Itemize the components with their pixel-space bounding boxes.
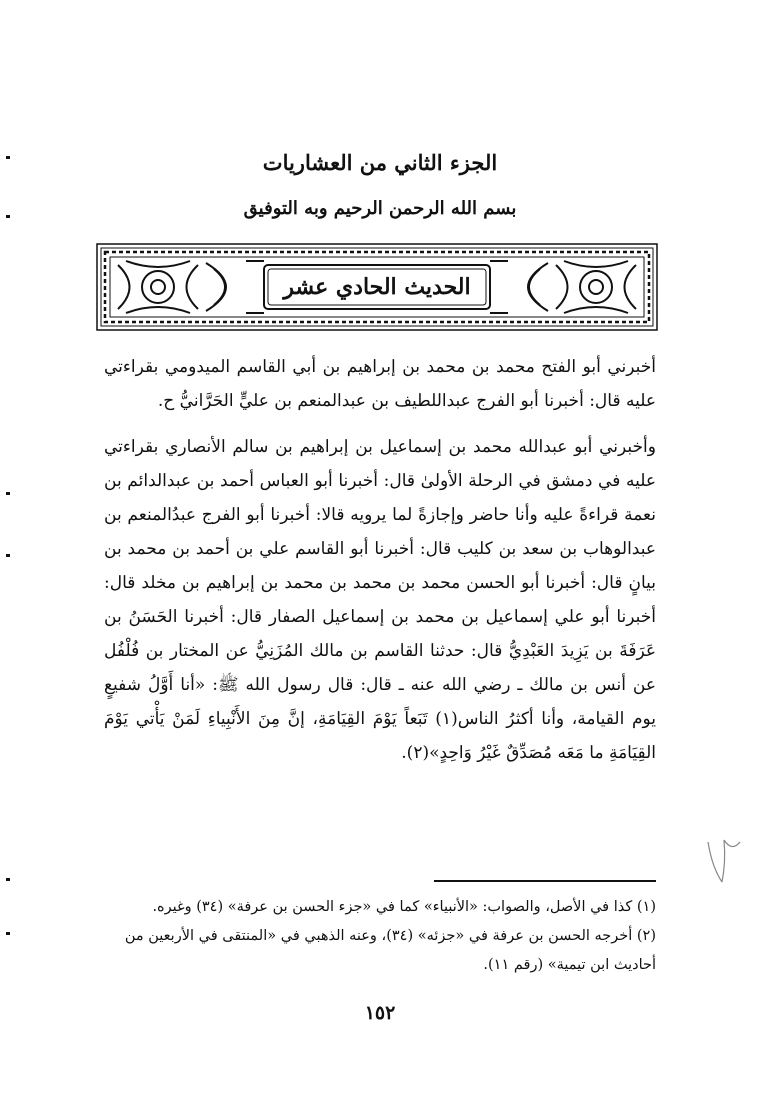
hadith-title-banner xyxy=(96,243,658,331)
scan-speck xyxy=(6,156,10,159)
hadith-title: الحديث الحادي عشر xyxy=(283,274,471,300)
scan-speck xyxy=(6,492,10,495)
page-number: ١٥٢ xyxy=(364,1002,396,1024)
main-text xyxy=(104,350,656,770)
paragraph-1: أخبرني أبو الفتح محمد بن محمد بن إبراهيم بن أبي القاسم الميدومي بقراءتي عليه قال: أخبرنا أبو الفرج عبداللطيف بن عبدالمنعم بن عليٍّ الحَرَّانيُّ ح. xyxy=(104,357,656,411)
part-title: الجزء الثاني من العشاريات xyxy=(262,150,498,175)
scan-speck xyxy=(6,554,10,557)
basmala-line: بسم الله الرحمن الرحيم وبه التوفيق xyxy=(243,198,517,219)
footnote-2: (٢) أخرجه الحسن بن عرفة في «جزئه» (٣٤)، وعنه الذهبي في «المنتقى في الأربعين من أحاديث ابن تيمية» (رقم ١١). xyxy=(124,928,656,973)
pencil-mark-icon xyxy=(700,822,750,892)
scan-speck xyxy=(6,932,10,935)
scan-speck xyxy=(6,878,10,881)
footnote-1: (١) كذا في الأصل، والصواب: «الأنبياء» كما في «جزء الحسن بن عرفة» (٣٤) وغيره. xyxy=(152,899,656,915)
footnotes xyxy=(104,893,656,980)
paragraph-2: وأخبرني أبو عبدالله محمد بن إسماعيل بن إبراهيم بن سالم الأنصاري بقراءتي عليه في دمشق في الرحلة الأولىٰ قال: أخبرنا أبو العباس أحمد بن عبدالدائم بن نعمة قراءةً عليه وأنا حاضر وإجازةً لما يرويه قالا: أخبرنا أبو الفرج عبدُالمنعم بن عبدالوهاب بن سعد بن كليب قال: أخبرنا أبو القاسم علي بن أحمد بن محمد بن بيانٍ قال: أخبرنا أبو الحسن محمد بن محمد بن محمد بن إبراهيم بن مخلد قال: أخبرنا أبو علي إسماعيل بن محمد بن إسماعيل الصفار قال: أخبرنا الحَسَنُ بن عَرَفَةَ بن يَزِيدَ العَبْدِيُّ قال: حدثنا القاسم بن مالك المُزَنِيُّ عن المختار بن فُلْفُل عن أنس بن مالك ـ رضي الله عنه ـ قال: قال رسول الله ﷺ: «أنا أَوَّلُ شفيعٍ يوم القيامة، وأنا أكثرُ الناس(١) تَبَعاً يَوْمَ القِيَامَةِ، إنَّ مِنَ الأَنْبِياءِ لَمَنْ يَأْتي يَوْمَ القِيَامَةِ ما مَعَه مُصَدِّقٌ غَيْرُ وَاحِدٍ»(٢). xyxy=(104,437,656,763)
scan-speck xyxy=(6,215,10,218)
footnote-separator xyxy=(434,880,656,882)
